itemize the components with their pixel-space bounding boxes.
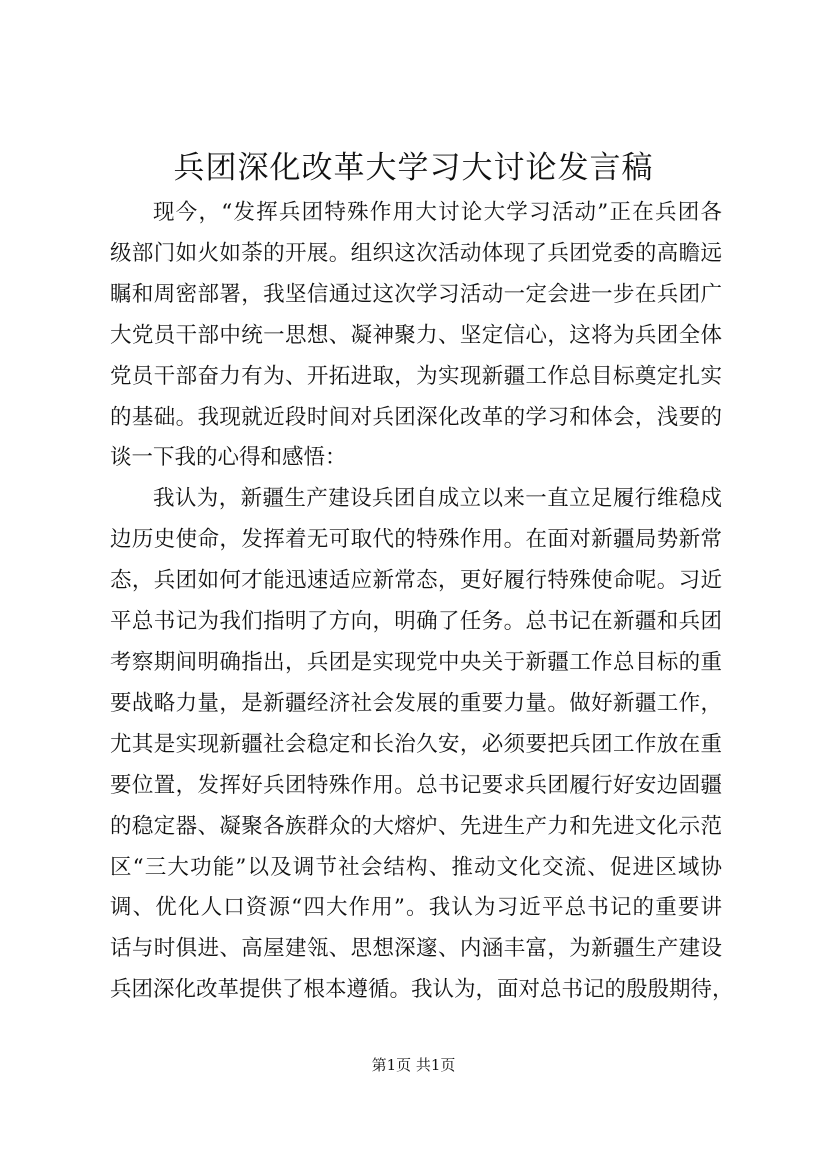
text-line: 兵团深化改革提供了根本遵循。我认为，面对总书记的殷殷期待， xyxy=(110,977,734,1003)
text-line: 要战略力量，是新疆经济社会发展的重要力量。做好新疆工作， xyxy=(110,690,722,716)
text-line: 我认为，新疆生产建设兵团自成立以来一直立足履行维稳戍 xyxy=(153,486,722,512)
text-line: 考察期间明确指出，兵团是实现党中央关于新疆工作总目标的重 xyxy=(110,649,722,675)
text-line: 区“三大功能”以及调节社会结构、推动文化交流、促进区域协 xyxy=(110,854,722,880)
text-line: 现今，“发挥兵团特殊作用大讨论大学习活动”正在兵团各 xyxy=(153,200,722,225)
text-line: 的基础。我现就近段时间对兵团深化改革的学习和体会，浅要的 xyxy=(110,404,722,430)
text-line: 调、优化人口资源“四大作用”。我认为习近平总书记的重要讲 xyxy=(110,895,722,921)
paragraph-1 xyxy=(110,193,722,479)
text-line: 党员干部奋力有为、开拓进取，为实现新疆工作总目标奠定扎实 xyxy=(110,363,722,389)
text-line: 话与时俱进、高屋建瓴、思想深邃、内涵丰富，为新疆生产建设 xyxy=(110,936,722,962)
text-line: 尤其是实现新疆社会稳定和长治久安，必须要把兵团工作放在重 xyxy=(110,731,722,757)
document-body xyxy=(110,193,734,1011)
text-line: 态，兵团如何才能迅速适应新常态，更好履行特殊使命呢。习近 xyxy=(110,568,722,594)
text-line: 边历史使命，发挥着无可取代的特殊作用。在面对新疆局势新常 xyxy=(110,527,722,553)
text-line: 的稳定器、凝聚各族群众的大熔炉、先进生产力和先进文化示范 xyxy=(110,813,722,839)
page-footer: 第1页 共1页 xyxy=(371,1056,456,1074)
text-line: 谈一下我的心得和感悟： xyxy=(110,445,347,471)
text-line: 级部门如火如荼的开展。组织这次活动体现了兵团党委的高瞻远 xyxy=(110,240,722,266)
text-line: 平总书记为我们指明了方向，明确了任务。总书记在新疆和兵团 xyxy=(110,609,722,635)
text-line: 瞩和周密部署，我坚信通过这次学习活动一定会进一步在兵团广 xyxy=(110,281,722,307)
paragraph-2 xyxy=(110,479,734,1011)
text-line: 大党员干部中统一思想、凝神聚力、坚定信心，这将为兵团全体 xyxy=(110,322,722,348)
text-line: 要位置，发挥好兵团特殊作用。总书记要求兵团履行好安边固疆 xyxy=(110,772,722,798)
document-title: 兵团深化改革大学习大讨论发言稿 xyxy=(173,150,654,186)
